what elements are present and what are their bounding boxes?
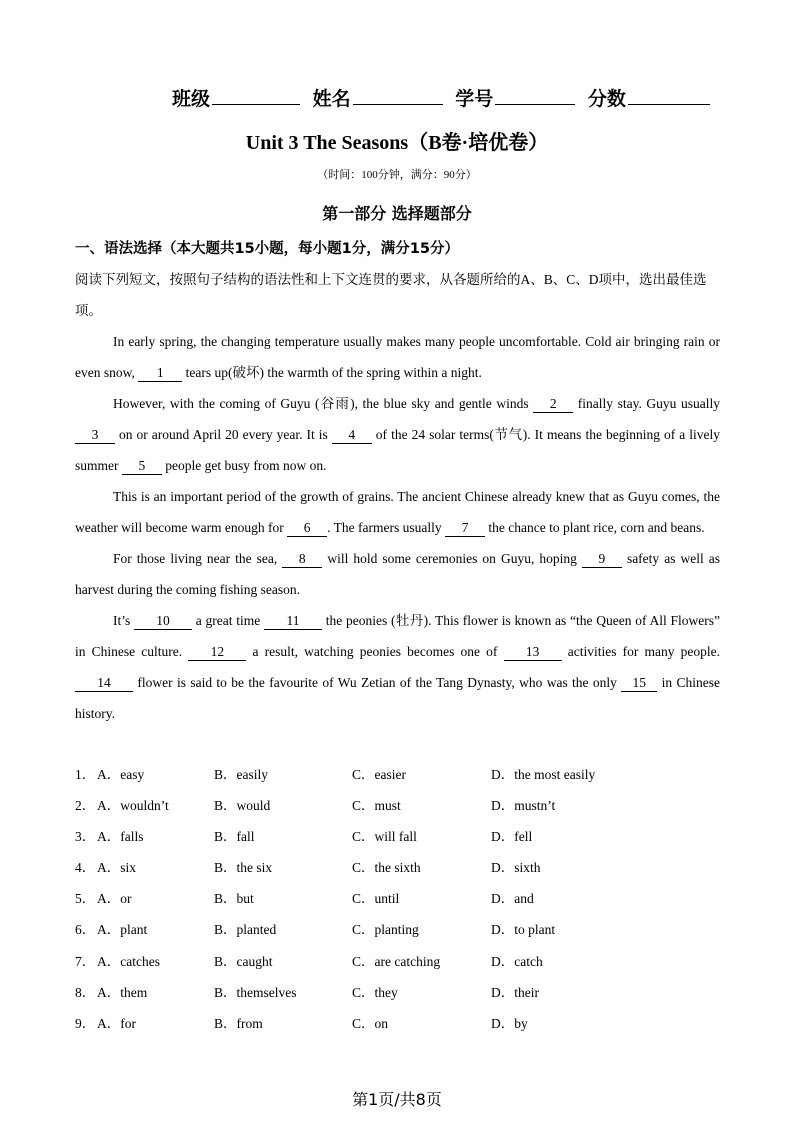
question-row: [75, 1012, 735, 1043]
name-field: [313, 84, 443, 111]
passage-text: It’s: [113, 613, 135, 628]
passage-text: This is an important period of the growth of grains. The ancient Chinese already knew that as Guyu comes, the weather will become warm enough for: [75, 489, 720, 535]
passage-text: a result, watching peonies becomes one of: [246, 644, 504, 659]
passage-text: will hold some ceremonies on Guyu, hoping: [322, 551, 582, 566]
name-label: 姓名: [312, 88, 351, 110]
option-a: A．or: [97, 891, 132, 907]
blank-6: 6: [287, 520, 327, 537]
option-b: B．easily: [214, 767, 268, 782]
question-number: 4．: [75, 860, 96, 876]
exam-subtitle: （时间：100分钟，满分：90分）: [317, 169, 477, 181]
question-row: [75, 950, 735, 981]
option-d: D．the most easily: [491, 767, 596, 782]
passage-text: finally stay. Guyu usually: [573, 396, 720, 411]
blank-13: 13: [504, 644, 562, 661]
class-label: 班级: [172, 88, 211, 110]
section-title: 一、语法选择（本大题共15小题，每小题1分，满分15分）: [75, 241, 459, 257]
question-number: 9．: [75, 1015, 96, 1031]
passage-text: on or around April 20 every year. It is: [115, 427, 332, 442]
option-b: B．planted: [214, 922, 277, 938]
blank-3: 3: [75, 427, 115, 444]
blank-4: 4: [332, 427, 372, 444]
reading-passage: [75, 326, 720, 729]
student-id-label: 学号: [455, 88, 494, 110]
option-b: B．fall: [214, 829, 255, 845]
option-c: C．the sixth: [352, 860, 421, 876]
blank-1: 1: [138, 365, 182, 382]
option-c: C．on: [352, 1015, 389, 1031]
passage-paragraph-2: [75, 388, 720, 481]
option-a: A．plant: [97, 922, 148, 938]
exam-title: Unit 3 The Seasons（B卷·培优卷）: [245, 132, 549, 154]
option-a: A．catches: [97, 953, 160, 969]
score-field: [588, 84, 710, 111]
passage-text: . The farmers usually: [327, 520, 446, 535]
blank-5: 5: [122, 458, 162, 475]
question-row: [75, 887, 735, 918]
option-d: D．fell: [491, 829, 533, 845]
option-c: C．until: [352, 891, 400, 907]
question-options: [75, 763, 735, 1043]
student-id-field: [455, 84, 575, 111]
option-d: D．sixth: [491, 860, 541, 876]
question-number: 6．: [75, 922, 96, 938]
option-a: A．six: [97, 860, 137, 876]
passage-text: the chance to plant rice, corn and beans.: [485, 520, 705, 535]
question-row: [75, 794, 735, 825]
option-d: D．and: [491, 891, 534, 907]
blank-15: 15: [621, 675, 657, 692]
option-a: A．easy: [97, 767, 145, 782]
question-row: [75, 763, 735, 794]
passage-text: the peonies (牡丹). This flower is known as “the Queen of All Flowers” in Chinese culture.: [75, 613, 720, 659]
passage-text: a great time: [192, 613, 264, 628]
passage-paragraph-3: [75, 481, 720, 543]
blank-11: 11: [264, 613, 322, 630]
question-number: 1．: [75, 767, 96, 782]
option-c: C．they: [352, 984, 398, 1000]
passage-text: For those living near the sea,: [113, 551, 283, 566]
question-row: [75, 856, 735, 887]
blank-8: 8: [282, 551, 322, 568]
part-title: 第一部分 选择题部分: [322, 204, 472, 223]
passage-text: people get busy from now on.: [161, 458, 327, 473]
blank-12: 12: [188, 644, 246, 661]
option-a: A．them: [97, 984, 148, 1000]
question-number: 5．: [75, 891, 96, 907]
question-number: 7．: [75, 953, 96, 969]
option-c: C．planting: [352, 922, 419, 938]
passage-text: However, with the coming of Guyu (谷雨), the blue sky and gentle winds: [113, 396, 534, 411]
question-row: [75, 981, 735, 1012]
class-blank: [212, 86, 300, 105]
passage-text: In early spring, the changing temperature usually makes many people uncomfortable. Cold air bringing rain or even snow,: [75, 334, 720, 380]
student-id-blank: [495, 86, 575, 105]
score-blank: [628, 86, 710, 105]
passage-text: safety as well as harvest during the coming fishing season.: [75, 551, 721, 597]
class-field: [172, 84, 300, 111]
blank-7: 7: [445, 520, 485, 537]
option-d: D．by: [491, 1015, 528, 1031]
instructions: 阅读下列短文，按照句子结构的语法性和上下文连贯的要求，从各题所给的A、B、C、D项中，选出最佳选项。: [75, 272, 707, 318]
passage-text: of the 24 solar terms(节气). It means the beginning of a lively summer: [75, 427, 720, 473]
option-c: C．are catching: [352, 953, 441, 969]
option-a: A．for: [97, 1015, 136, 1031]
passage-text: tears up(破坏) the warmth of the spring within a night.: [182, 365, 482, 380]
option-b: B．but: [214, 891, 254, 907]
option-a: A．falls: [97, 829, 144, 845]
question-row: [75, 918, 735, 949]
option-c: C．easier: [352, 767, 406, 782]
blank-9: 9: [582, 551, 622, 568]
blank-14: 14: [75, 675, 133, 692]
option-d: D．their: [491, 984, 539, 1000]
option-c: C．must: [352, 798, 401, 814]
option-b: B．from: [214, 1015, 263, 1031]
option-d: D．mustn’t: [491, 798, 556, 814]
passage-text: activities for many people.: [561, 644, 721, 659]
passage-text: flower is said to be the favourite of Wu Zetian of the Tang Dynasty, who was the only: [133, 675, 622, 690]
name-blank: [353, 86, 443, 105]
option-b: B．caught: [214, 953, 273, 969]
question-number: 3．: [75, 829, 96, 845]
passage-paragraph-4: [75, 543, 720, 605]
blank-10: 10: [134, 613, 192, 630]
score-label: 分数: [587, 88, 626, 110]
question-number: 2．: [75, 798, 96, 814]
option-b: B．themselves: [214, 984, 297, 1000]
option-d: D．catch: [491, 953, 543, 969]
passage-text: in Chinese history.: [75, 675, 720, 721]
option-b: B．the six: [214, 860, 273, 876]
question-row: [75, 825, 735, 856]
option-c: C．will fall: [352, 829, 417, 845]
question-number: 8．: [75, 984, 96, 1000]
passage-paragraph-1: [75, 326, 720, 388]
passage-paragraph-5: [75, 605, 720, 729]
page-number: 第1页/共8页: [352, 1090, 442, 1109]
option-b: B．would: [214, 798, 271, 814]
option-d: D．to plant: [491, 922, 556, 938]
student-info-line: [172, 84, 732, 112]
option-a: A．wouldn’t: [97, 798, 169, 814]
blank-2: 2: [533, 396, 573, 413]
